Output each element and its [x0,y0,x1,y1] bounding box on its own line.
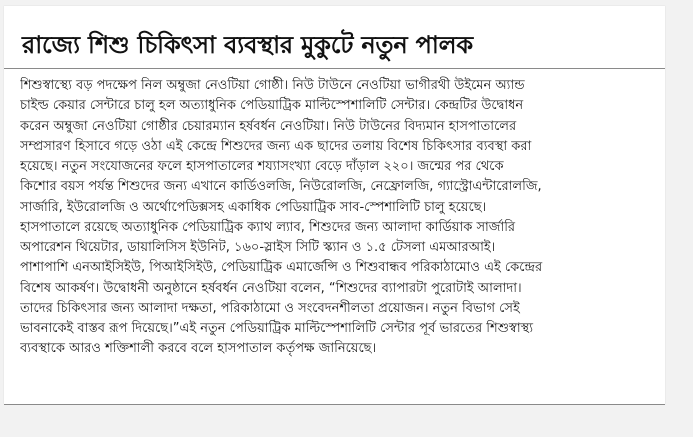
article-line: ব্যবস্থাকে আরও শক্তিশালী করবে বলে হাসপাতাল কর্তৃপক্ষ জানিয়েছে। [20,341,377,357]
article-line: কিশোর বয়স পর্যন্ত শিশুদের জন্য এখানে কার্ডিওলজি, নিউরোলজি, নেফ্রোলজি, গ্যাস্ট্রোএন্টারোলজি, [20,179,542,195]
article-line: তাদের চিকিৎসার জন্য আলাদা দক্ষতা, পরিকাঠামো ও সংবেদনশীলতা প্রয়োজন। নতুন বিভাগ সেই [20,300,520,316]
article-line: পাশাপাশি এনআইসিইউ, পিআইসিইউ, পেডিয়াট্রিক এমার্জেন্সি ও শিশুবান্ধব পরিকাঠামোও এই কেন্দ্রের [20,260,543,276]
headline-divider [4,68,665,69]
article-line: করেন অম্বুজা নেওটিয়া গোষ্ঠীর চেয়ারম্যান হর্ষবর্ধন নেওটিয়া। নিউ টাউনের বিদ্যমান হাসপাতালের [20,118,517,134]
article-body [20,76,645,360]
article-line: হয়েছে। নতুন সংযোজনের ফলে হাসপাতালের শয্যাসংখ্যা বেড়ে দাঁড়াল ২২০। জন্মের পর থেকে [20,159,504,174]
clipping-bottom-edge [4,404,665,405]
article-line: অপারেশন থিয়েটার, ডায়ালিসিস ইউনিট, ১৬০-স্লাইস সিটি স্ক্যান ও ১.৫ টেসলা এমআরআই। [20,240,496,255]
article-line: সার্জারি, ইউরোলজি ও অর্থোপেডিক্সসহ একাধিক পেডিয়াট্রিক সাব-স্পেশালিটি চালু হয়েছে। [20,199,487,215]
article-line: ভাবনাকেই বাস্তব রূপ দিয়েছে।”এই নতুন পেডিয়াট্রিক মাল্টিস্পেশালিটি সেন্টার পূর্ব ভারতের শিশুস্বাস্থ্য [20,321,533,336]
article-line: হাসপাতালে রয়েছে অত্যাধুনিক পেডিয়াট্রিক ক্যাথ ল্যাব, শিশুদের জন্য আলাদা কার্ডিয়াক সার্জারি [20,219,516,235]
article-line: সম্প্রসারণ হিসাবে গড়ে ওঠা এই কেন্দ্রে শিশুদের জন্য এক ছাদের তলায় বিশেষ চিকিৎসার ব্যবস্থা করা [20,138,532,154]
article-headline: রাজ্যে শিশু চিকিৎসা ব্যবস্থার মুকুটে নতুন পালক [22,31,473,59]
article-line: শিশুস্বাস্থ্যে বড় পদক্ষেপ নিল অম্বুজা নেওটিয়া গোষ্ঠী। নিউ টাউনে নেওটিয়া ভাগীরথী উইমেন অ্যান্ড [20,78,525,93]
article-line: চাইল্ড কেয়ার সেন্টারে চালু হল অত্যাধুনিক পেডিয়াট্রিক মাল্টিস্পেশালিটি সেন্টার। কেন্দ্রটির উদ্বোধন [20,98,524,114]
article-line: বিশেষ আকর্ষণ। উদ্বোধনী অনুষ্ঠানে হর্ষবর্ধন নেওটিয়া বলেন, “শিশুদের ব্যাপারটা পুরোটাই আলাদা। [20,280,522,296]
